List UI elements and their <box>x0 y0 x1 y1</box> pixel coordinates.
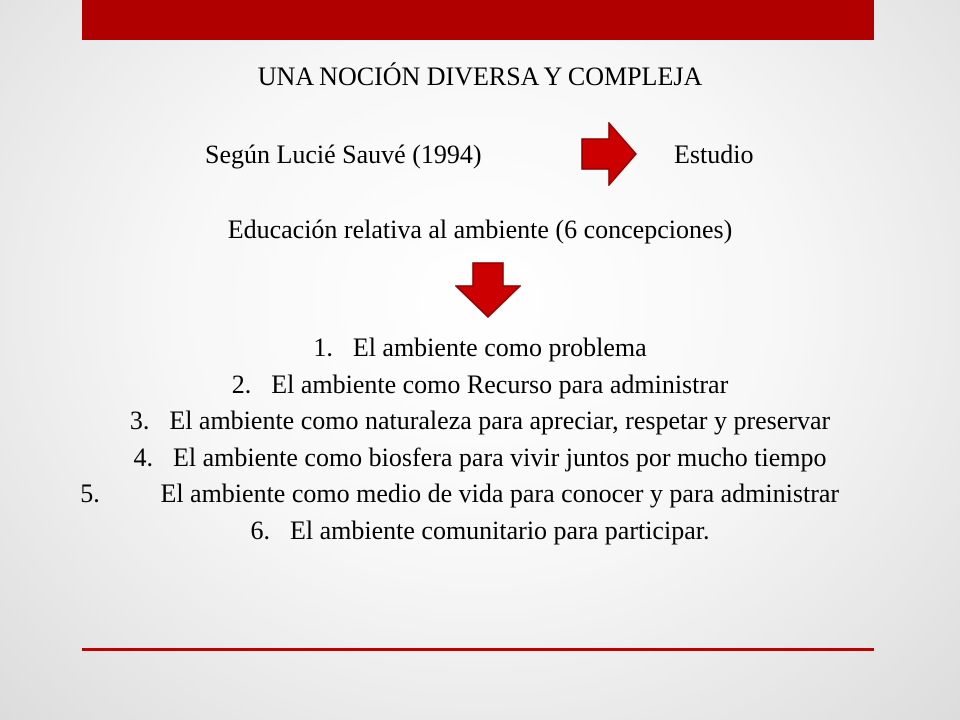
concept-item <box>30 330 930 367</box>
arrow-right-icon <box>581 122 637 186</box>
bottom-divider <box>82 648 874 651</box>
concept-text: El ambiente como biosfera para vivir juntos por mucho tiempo <box>173 442 827 472</box>
slide-title: UNA NOCIÓN DIVERSA Y COMPLEJA <box>257 62 703 91</box>
study-label: Estudio <box>674 140 754 169</box>
concept-text: El ambiente comunitario para participar. <box>290 515 710 545</box>
concept-text: El ambiente como Recurso para administrar <box>271 369 729 399</box>
concept-text: El ambiente como naturaleza para apreciar, respetar y preservar <box>169 406 831 436</box>
author-citation: Según Lucié Sauvé (1994) <box>205 140 482 169</box>
concept-number: 1. <box>313 333 333 362</box>
arrow-down-icon <box>455 262 521 318</box>
top-accent-bar <box>82 0 874 40</box>
concept-item <box>30 476 930 513</box>
concept-text: El ambiente como medio de vida para conocer y para administrar <box>160 479 840 509</box>
concept-number: 6. <box>250 515 271 545</box>
concept-item <box>30 440 930 477</box>
concept-number: 2. <box>231 369 252 399</box>
author-row <box>0 138 960 172</box>
concept-number: 3. <box>129 406 150 436</box>
concept-item <box>30 403 930 440</box>
concept-number: 4. <box>133 442 154 472</box>
concept-item <box>30 513 930 550</box>
concept-item <box>30 367 930 404</box>
concept-number: 5. <box>80 479 100 509</box>
concept-text: El ambiente como problema <box>352 333 647 362</box>
concepts-list <box>30 330 930 550</box>
slide-subtitle: Educación relativa al ambiente (6 concepciones) <box>227 215 733 244</box>
